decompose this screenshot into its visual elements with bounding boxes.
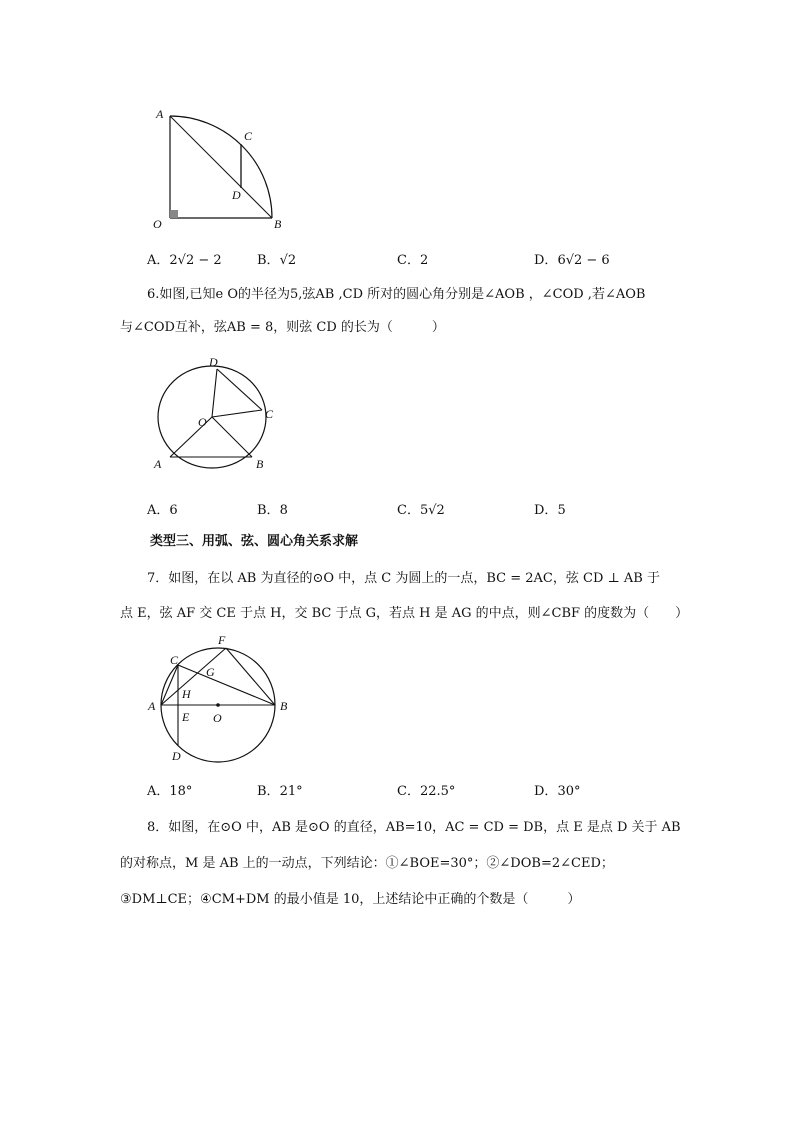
q8-line-3: ③DM⊥CE；④CM+DM 的最小值是 10，上述结论中正确的个数是（ ）: [120, 892, 581, 907]
section-title: 类型三、用弧、弦、圆心角关系求解: [150, 534, 359, 549]
fig6-label-a: A: [154, 457, 162, 471]
figure-q5: [150, 100, 290, 235]
fig5-label-o: O: [153, 217, 162, 231]
q6-line-2: 与∠COD互补，弦AB = 8，则弦 CD 的长为（ ）: [120, 320, 445, 335]
q5-option-c: C．2: [397, 253, 429, 268]
fig7-label-b: B: [280, 699, 288, 713]
q6-line-1: 6.如图,已知e O的半径为5,弦AB ,CD 所对的圆心角分别是∠AOB ，∠COD ,若∠AOB: [147, 287, 646, 302]
q7-option-a: A．18°: [147, 784, 193, 799]
figure-q7: [140, 630, 300, 770]
q6-option-d: D．5: [534, 503, 566, 518]
q5-option-a: A．2√2 − 2: [147, 253, 222, 268]
q6-option-c: C．5√2: [397, 503, 445, 518]
fig7-label-f: F: [218, 633, 226, 647]
fig5-label-c: C: [244, 129, 253, 143]
q6-option-b: B．8: [257, 503, 288, 518]
fig5-label-b: B: [274, 217, 282, 231]
fig7-label-g: G: [206, 665, 215, 679]
fig6-label-b: B: [256, 457, 264, 471]
q5-option-b: B．√2: [257, 253, 297, 268]
q5-option-d: D．6√2 − 6: [534, 253, 610, 268]
q7-option-b: B．21°: [257, 784, 303, 799]
q7-line-2: 点 E，弦 AF 交 CE 于点 H，交 BC 于点 G，若点 H 是 AG 的中点，则∠CBF 的度数为（ ）: [120, 606, 689, 621]
fig5-label-a: A: [156, 107, 164, 121]
q8-line-2: 的对称点，M 是 AB 上的一动点，下列结论：①∠BOE=30°；②∠DOB=2∠CED；: [120, 856, 614, 871]
fig7-label-c: C: [170, 653, 179, 667]
q8-line-1: 8．如图，在⊙O 中，AB 是⊙O 的直径，AB=10，AC = CD = DB，点 E 是点 D 关于 AB: [147, 820, 681, 835]
fig6-label-d: D: [209, 355, 218, 369]
fig7-label-a: A: [148, 699, 156, 713]
fig7-label-o: O: [213, 711, 222, 725]
fig7-label-d: D: [172, 749, 181, 763]
fig5-label-d: D: [232, 188, 241, 202]
fig6-label-c: C: [265, 407, 274, 421]
figure-q6: [145, 355, 285, 475]
q7-option-c: C．22.5°: [397, 784, 456, 799]
q6-option-a: A．6: [147, 503, 178, 518]
q7-line-1: 7．如图，在以 AB 为直径的⊙O 中，点 C 为圆上的一点，BC = 2AC，弦 CD ⊥ AB 于: [147, 571, 660, 586]
fig7-label-e: E: [182, 710, 190, 724]
q7-option-d: D．30°: [534, 784, 581, 799]
fig6-label-o: O: [198, 415, 207, 429]
fig7-label-h: H: [182, 687, 191, 701]
